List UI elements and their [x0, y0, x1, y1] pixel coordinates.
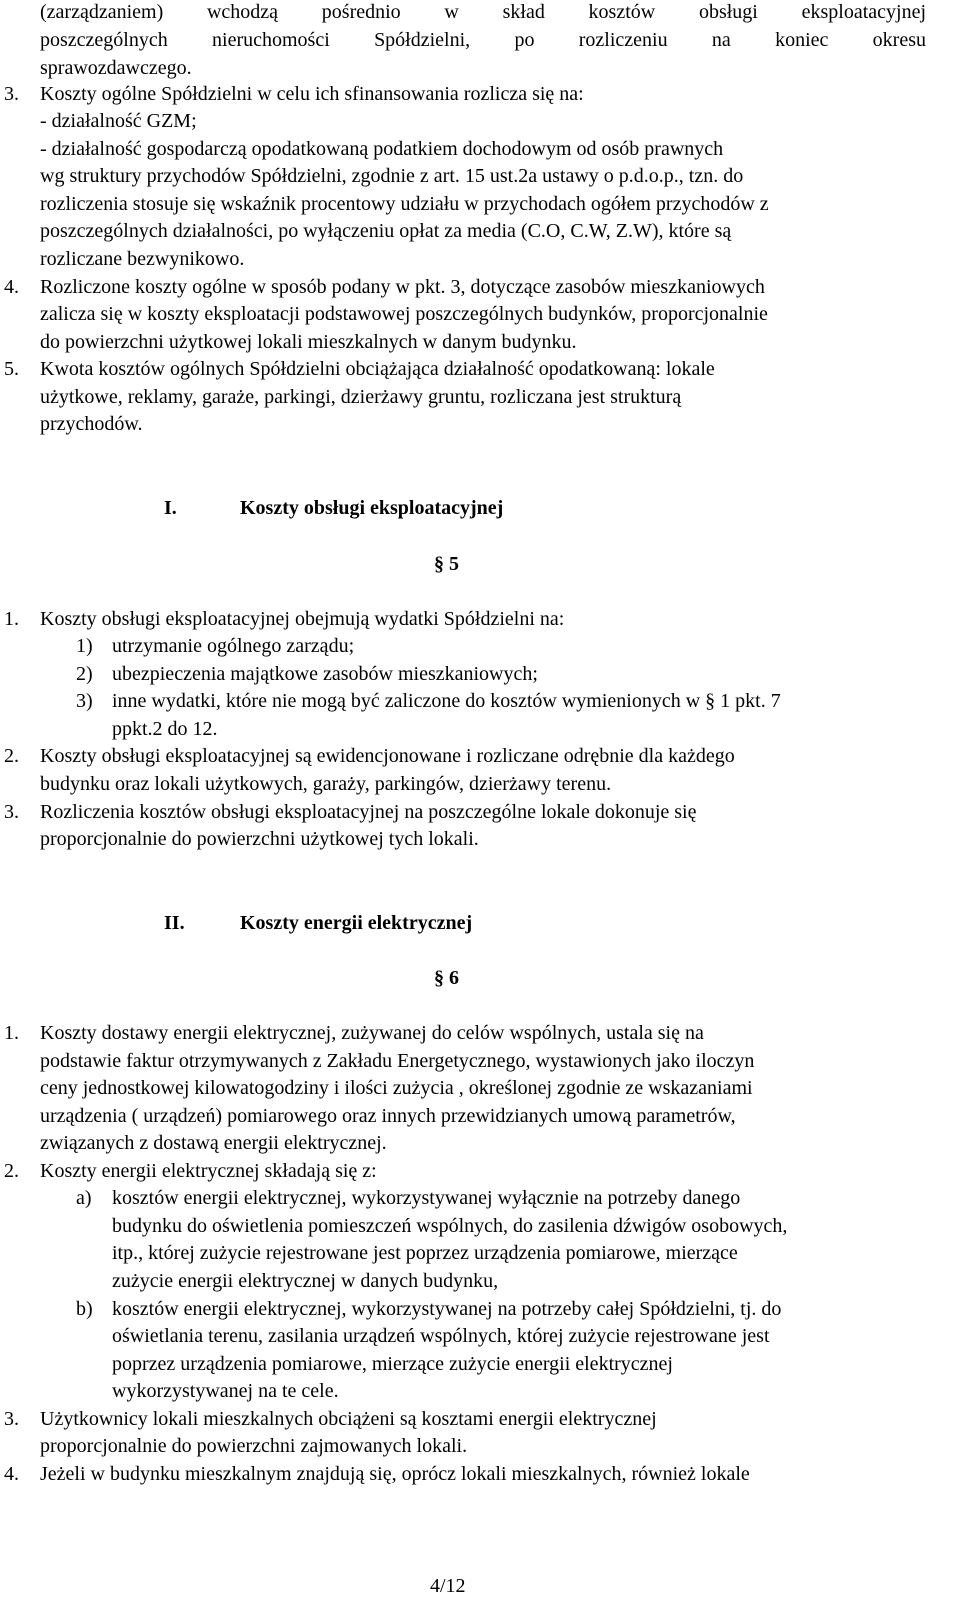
subitem-line: inne wydatki, które nie mogą być zaliczone do kosztów wymienionych w § 1 pkt. 7	[112, 690, 781, 712]
item-line: Kwota kosztów ogólnych Spółdzielni obciążająca działalność opodatkowaną: lokale	[40, 358, 715, 380]
subitem-line: kosztów energii elektrycznej, wykorzystywanej na potrzeby całej Spółdzielni, tj. do	[112, 1298, 782, 1320]
item-line: użytkowe, reklamy, garaże, parkingi, dzierżawy gruntu, rozliczana jest strukturą	[40, 386, 682, 408]
item-number: 4.	[4, 1463, 19, 1485]
item-line: zalicza się w koszty eksploatacji podstawowej poszczególnych budynków, proporcjonalnie	[40, 303, 768, 325]
section-title: Koszty energii elektrycznej	[240, 912, 473, 934]
subitem-number: 1)	[76, 635, 93, 657]
item-line: wg struktury przychodów Spółdzielni, zgodnie z art. 15 ust.2a ustawy o p.d.o.p., tzn. do	[40, 165, 744, 187]
item-line: Koszty obsługi eksploatacyjnej są ewidencjonowane i rozliczane odrębnie dla każdego	[40, 745, 735, 767]
item-number: 3.	[4, 83, 19, 105]
subitem-line: utrzymanie ogólnego zarządu;	[112, 635, 355, 657]
item-line: urządzenia ( urządzeń) pomiarowego oraz innych przewidzianych umową parametrów,	[40, 1105, 736, 1127]
section-roman-numeral: I.	[164, 497, 177, 519]
item-line: budynku oraz lokali użytkowych, garaży, parkingów, dzierżawy terenu.	[40, 773, 612, 795]
section-title: Koszty obsługi eksploatacyjnej	[240, 497, 504, 519]
subitem-line: ppkt.2 do 12.	[112, 718, 218, 740]
subitem-line: budynku do oświetlenia pomieszczeń wspólnych, do zasilenia dźwigów osobowych,	[112, 1215, 788, 1237]
item-line: Koszty energii elektrycznej składają się z:	[40, 1160, 377, 1182]
item-line: do powierzchni użytkowej lokali mieszkalnych w danym budynku.	[40, 331, 577, 353]
item-line: rozliczenia stosuje się wskaźnik procentowy udziału w przychodach ogółem przychodów z	[40, 193, 769, 215]
paragraph-number: § 6	[434, 967, 459, 989]
subitem-line: poprzez urządzenia pomiarowe, mierzące zużycie energii elektrycznej	[112, 1353, 673, 1375]
item-line: - działalność gospodarczą opodatkowaną podatkiem dochodowym od osób prawnych	[40, 138, 724, 160]
item-line: Rozliczenia kosztów obsługi eksploatacyjnej na poszczególne lokale dokonuje się	[40, 801, 697, 823]
item-line: Jeżeli w budynku mieszkalnym znajdują się, oprócz lokali mieszkalnych, również lokale	[40, 1463, 750, 1485]
subitem-line: itp., której zużycie rejestrowane jest poprzez urządzenia pomiarowe, mierzące	[112, 1242, 738, 1264]
section-roman-numeral: II.	[164, 912, 185, 934]
item-number: 2.	[4, 745, 19, 767]
subitem-line: zużycie energii elektrycznej w danych budynku,	[112, 1270, 499, 1292]
item-line: Koszty ogólne Spółdzielni w celu ich sfinansowania rozlicza się na:	[40, 83, 584, 105]
item-number: 1.	[4, 608, 19, 630]
subitem-line: kosztów energii elektrycznej, wykorzystywanej wyłącznie na potrzeby danego	[112, 1187, 741, 1209]
subitem-number: 3)	[76, 690, 93, 712]
item-line: związanych z dostawą energii elektrycznej.	[40, 1132, 387, 1154]
item-number: 5.	[4, 358, 19, 380]
item-line: poszczególnych działalności, po wyłączeniu opłat za media (C.O, C.W, Z.W), które są	[40, 220, 732, 242]
page-number: 4/12	[430, 1575, 466, 1597]
intro-line-1: (zarządzaniem) wchodzą pośrednio w skład kosztów obsługi eksploatacyjnej	[40, 1, 926, 23]
item-line: proporcjonalnie do powierzchni zajmowanych lokali.	[40, 1435, 468, 1457]
subitem-number: 2)	[76, 663, 93, 685]
item-number: 3.	[4, 801, 19, 823]
item-number: 1.	[4, 1022, 19, 1044]
item-line: Koszty dostawy energii elektrycznej, zużywanej do celów wspólnych, ustala się na	[40, 1022, 704, 1044]
paragraph-number: § 5	[434, 553, 459, 575]
item-line: - działalność GZM;	[40, 110, 197, 132]
item-line: Koszty obsługi eksploatacyjnej obejmują wydatki Spółdzielni na:	[40, 608, 565, 630]
item-line: Rozliczone koszty ogólne w sposób podany w pkt. 3, dotyczące zasobów mieszkaniowych	[40, 276, 765, 298]
item-number: 2.	[4, 1160, 19, 1182]
item-line: rozliczane bezwynikowo.	[40, 248, 245, 270]
subitem-letter: b)	[76, 1298, 93, 1320]
intro-line-3: sprawozdawczego.	[40, 57, 192, 79]
item-line: proporcjonalnie do powierzchni użytkowej tych lokali.	[40, 828, 479, 850]
item-line: podstawie faktur otrzymywanych z Zakładu Energetycznego, wystawionych jako iloczyn	[40, 1050, 755, 1072]
item-number: 4.	[4, 276, 19, 298]
subitem-line: ubezpieczenia majątkowe zasobów mieszkaniowych;	[112, 663, 538, 685]
intro-line-2: poszczególnych nieruchomości Spółdzielni, po rozliczeniu na koniec okresu	[40, 29, 926, 51]
item-number: 3.	[4, 1408, 19, 1430]
item-line: ceny jednostkowej kilowatogodziny i ilości zużycia , określonej zgodnie ze wskazaniami	[40, 1077, 753, 1099]
item-line: Użytkownicy lokali mieszkalnych obciążeni są kosztami energii elektrycznej	[40, 1408, 657, 1430]
subitem-line: oświetlania terenu, zasilania urządzeń wspólnych, której zużycie rejestrowane jest	[112, 1325, 770, 1347]
item-line: przychodów.	[40, 413, 143, 435]
subitem-letter: a)	[76, 1187, 92, 1209]
subitem-line: wykorzystywanej na te cele.	[112, 1380, 339, 1402]
